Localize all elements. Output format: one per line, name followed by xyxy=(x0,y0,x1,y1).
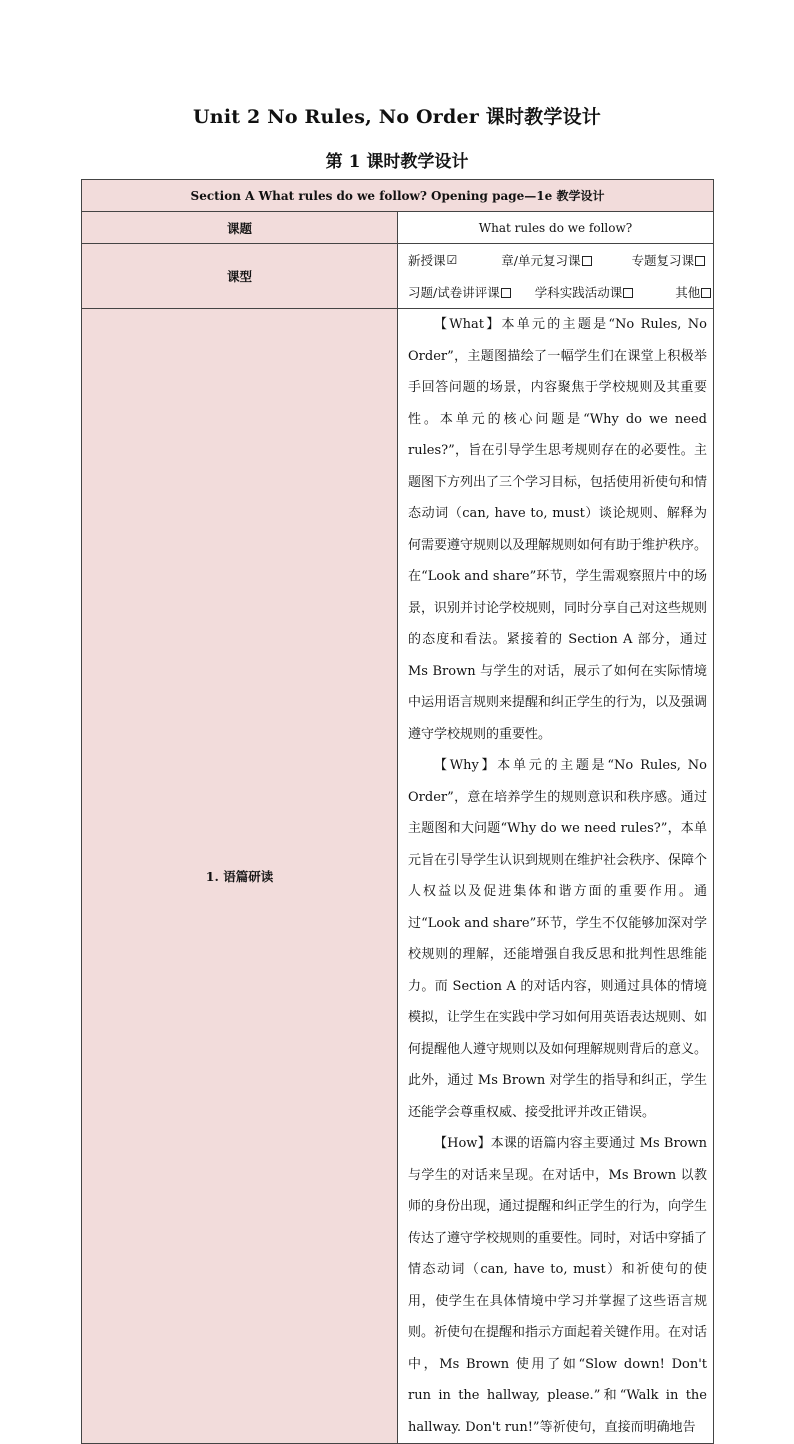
empty-checkbox-icon xyxy=(501,288,511,298)
option-label: 章/单元复习课 xyxy=(501,253,581,268)
option-label: 新授课 xyxy=(408,253,446,268)
lesson-type-options-row-2 xyxy=(404,276,713,308)
lesson-type-label: 课型 xyxy=(82,244,398,309)
option-practice-activity[interactable] xyxy=(535,283,634,301)
option-label: 专题复习课 xyxy=(631,253,695,268)
topic-row xyxy=(82,212,714,244)
document-title: Unit 2 No Rules, No Order 课时教学设计 xyxy=(193,106,601,128)
option-label: 其他 xyxy=(675,285,701,300)
option-label: 习题/试卷讲评课 xyxy=(408,285,500,300)
lesson-type-options-row-1 xyxy=(404,244,713,276)
topic-label: 课题 xyxy=(82,212,398,244)
empty-checkbox-icon xyxy=(695,256,705,266)
analysis-paragraph-why: 【Why】本单元的主题是“No Rules, No Order”，意在培养学生的规则意识和秩序感。通过主题图和大问题“Why do we need rules?”，本单元旨在引导学生认识到规则在维护社会秩序、保障个人权益以及促进集体和谐方面的重要作用。通过“Look and share”环节，学生不仅能够加深对学校规则的理解，还能增强自我反思和批判性思维能力。而 Section A 的对话内容，则通过具体的情境模拟，让学生在实践中学习如何用英语表达规则、如何提醒他人遵守规则以及如何理解规则背后的意义。此外，通过 Ms Brown 对学生的指导和纠正，学生还能学会尊重权威、接受批评并改正错误。 xyxy=(408,758,708,1120)
analysis-content xyxy=(398,309,714,1444)
analysis-row xyxy=(82,309,714,1444)
option-topic-review[interactable] xyxy=(632,251,706,269)
lesson-subtitle: 第 1 课时教学设计 xyxy=(325,152,469,172)
lesson-type-row xyxy=(82,244,714,309)
empty-checkbox-icon xyxy=(582,256,592,266)
checked-box-icon: ☑ xyxy=(446,253,458,267)
topic-value: What rules do we follow? xyxy=(398,212,714,244)
lesson-type-options xyxy=(398,244,714,309)
lesson-design-table xyxy=(81,179,714,1444)
empty-checkbox-icon xyxy=(623,288,633,298)
section-header-row xyxy=(82,180,714,212)
option-exercise-review[interactable] xyxy=(408,283,511,301)
option-new-lesson[interactable] xyxy=(408,251,457,269)
empty-checkbox-icon xyxy=(701,288,711,298)
option-label: 学科实践活动课 xyxy=(534,285,623,300)
section-header: Section A What rules do we follow? Opening page—1e 教学设计 xyxy=(82,180,714,212)
analysis-paragraph-what: 【What】本单元的主题是“No Rules, No Order”，主题图描绘了一幅学生们在课堂上积极举手回答问题的场景，内容聚焦于学校规则及其重要性。本单元的核心问题是“Why do we need rules?”，旨在引导学生思考规则存在的必要性。主题图下方列出了三个学习目标，包括使用祈使句和情态动词（can, have to, must）谈论规则、解释为何需要遵守规则以及理解规则如何有助于维护秩序。在“Look and share”环节，学生需观察照片中的场景，识别并讨论学校规则，同时分享自己对这些规则的态度和看法。紧接着的 Section A 部分，通过 Ms Brown 与学生的对话，展示了如何在实际情境中运用语言规则来提醒和纠正学生的行为，以及强调遵守学校规则的重要性。 xyxy=(408,317,708,742)
analysis-paragraph-how: 【How】本课的语篇内容主要通过 Ms Brown 与学生的对话来呈现。在对话中，Ms Brown 以教师的身份出现，通过提醒和纠正学生的行为，向学生传达了遵守学校规则的重要性。同时，对话中穿插了情态动词（can, have to, must）和祈使句的使用，使学生在具体情境中学习并掌握了这些语言规则。祈使句在提醒和指示方面起着关键作用。在对话中，Ms Brown 使用了如“Slow down! Don't run in the hallway, please.”和“Walk in the hallway. Don't run!”等祈使句，直接而明确地告 xyxy=(408,1136,708,1435)
analysis-label: 1. 语篇研读 xyxy=(82,309,398,1444)
option-other[interactable] xyxy=(675,283,711,301)
option-unit-review[interactable] xyxy=(501,251,591,269)
